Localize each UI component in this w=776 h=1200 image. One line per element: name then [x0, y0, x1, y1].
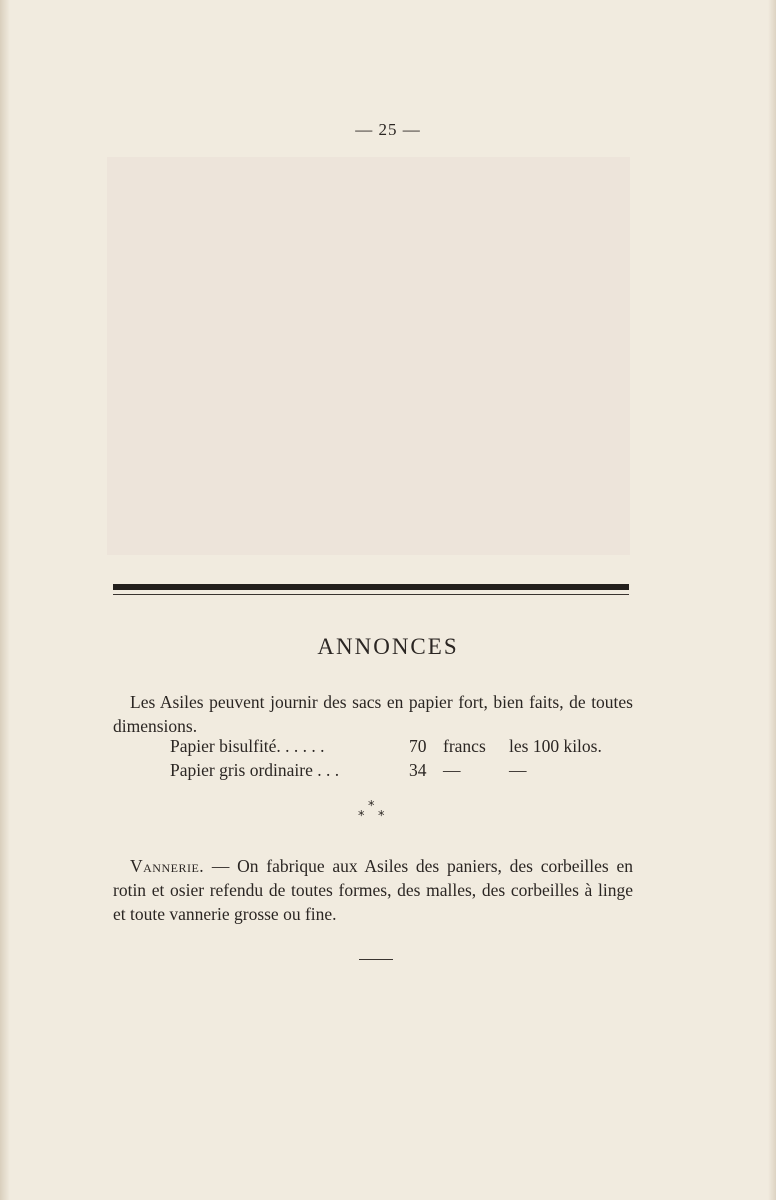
price-value: 70 [409, 736, 427, 756]
price-label: Papier bisulfité. . . . . . [170, 736, 325, 756]
page-number: — 25 — [355, 120, 421, 139]
page-edge-left [0, 0, 10, 1200]
price-value: 34 [409, 760, 427, 780]
price-rest: les 100 kilos. [509, 736, 602, 756]
price-unit: francs [443, 736, 486, 756]
rule-thin [113, 594, 629, 595]
asterism-star: * [358, 809, 365, 824]
vannerie-text: — On fabrique aux Asiles des paniers, des corbeilles en rotin et osier refendu de toutes formes, des malles, des corbeilles à linge et toute vannerie grosse ou fine. [113, 856, 633, 924]
paragraph-vannerie [113, 854, 633, 926]
end-rule [359, 959, 393, 960]
page-edge-right [768, 0, 776, 1200]
section-heading: ANNONCES [317, 634, 459, 659]
price-label: Papier gris ordinaire . . . [170, 760, 340, 780]
asterism-star: * [368, 799, 375, 814]
price-rest: — [509, 760, 527, 780]
blank-image-area [107, 157, 630, 555]
vannerie-lead: Vannerie. [130, 856, 205, 876]
price-unit: — [443, 760, 461, 780]
paragraph-sacs: Les Asiles peuvent journir des sacs en papier fort, bien faits, de toutes dimensions. [113, 692, 633, 736]
asterism [357, 800, 389, 828]
asterism-star: * [378, 809, 385, 824]
rule-thick [113, 584, 629, 590]
